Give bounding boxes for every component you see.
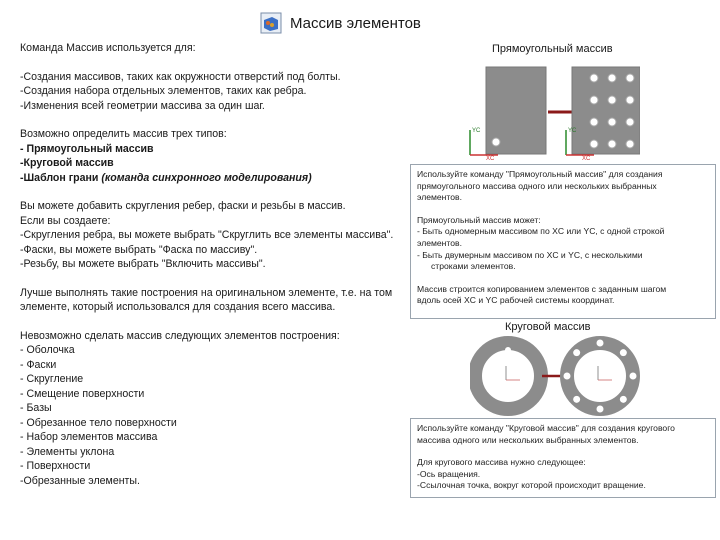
hole bbox=[590, 74, 598, 82]
svg-text:XC: XC bbox=[582, 156, 591, 162]
circ-caption: Круговой массив bbox=[505, 321, 591, 333]
page-title bbox=[260, 12, 421, 34]
restriction-item: -Обрезанные элементы. bbox=[20, 474, 140, 487]
box-line: Массив строится копированием элементов с заданным шагом bbox=[417, 283, 667, 294]
restriction-item: - Обрезанное тело поверхности bbox=[20, 416, 177, 429]
advice-line: элементе, который использовался для создания всего массива. bbox=[20, 301, 336, 313]
hole bbox=[626, 74, 634, 82]
use-item: -Изменения всей геометрии массива за один шаг. bbox=[20, 99, 265, 112]
intro: Команда Массив используется для: bbox=[20, 42, 196, 54]
box-line: Используйте команду "Круговой массив" для создания кругового bbox=[417, 423, 675, 433]
hole bbox=[626, 140, 634, 148]
ring-holes bbox=[564, 340, 637, 413]
hole bbox=[597, 340, 604, 347]
rect-pattern-illustration bbox=[460, 60, 640, 164]
box-line: -Ссылочная точка, вокруг которой происходит вращение. bbox=[417, 480, 646, 491]
box-line: элементов. bbox=[417, 237, 462, 248]
hole bbox=[620, 396, 627, 403]
hole bbox=[608, 96, 616, 104]
hole bbox=[608, 140, 616, 148]
feature-line: -Фаски, вы можете выбрать "Фаска по массиву". bbox=[20, 243, 258, 256]
box-line: прямоугольного массива одного или нескольких выбранных bbox=[417, 180, 657, 191]
type-rect: - Прямоугольный массив bbox=[20, 142, 154, 155]
restriction-item: - Набор элементов массива bbox=[20, 431, 158, 443]
circ-info-box bbox=[410, 418, 716, 498]
box-line: - Быть одномерным массивом по XC или YC, с одной строкой bbox=[417, 226, 665, 237]
box-line: элементов. bbox=[417, 192, 462, 203]
svg-text:YC: YC bbox=[568, 128, 577, 134]
rect-info-box bbox=[410, 164, 716, 319]
svg-text:XC: XC bbox=[486, 156, 495, 162]
type-face: -Шаблон грани bbox=[20, 171, 102, 184]
restriction-item: - Фаски bbox=[20, 358, 57, 371]
use-item: -Создания массивов, таких как окружности отверстий под болты. bbox=[20, 70, 341, 83]
types-heading: Возможно определить массив трех типов: bbox=[20, 128, 227, 140]
restriction-item: - Скругление bbox=[20, 373, 84, 385]
hole bbox=[573, 396, 580, 403]
hole bbox=[620, 349, 627, 356]
restriction-item: - Элементы уклона bbox=[20, 445, 115, 458]
title-text: Массив элементов bbox=[290, 14, 421, 32]
box-line: Для кругового массива нужно следующее: bbox=[417, 457, 586, 468]
hole bbox=[597, 406, 604, 413]
hole bbox=[492, 138, 500, 146]
feature-line: Если вы создаете: bbox=[20, 214, 111, 227]
box-line: массива одного или нескольких выбранных элементов. bbox=[417, 434, 639, 445]
box-line: -Ось вращения. bbox=[417, 468, 481, 479]
pattern-feature-icon bbox=[260, 12, 282, 34]
use-item: -Создания набора отдельных элементов, таких как ребра. bbox=[20, 85, 307, 97]
box-line: Используйте команду "Прямоугольный массив" для создания bbox=[417, 169, 663, 179]
box-line: строками элементов. bbox=[431, 261, 516, 272]
box-line: - Быть двумерным массивом по XC и YC, с несколькими bbox=[417, 249, 643, 260]
svg-text:YC: YC bbox=[472, 128, 481, 134]
restriction-item: - Базы bbox=[20, 402, 52, 414]
box-line: вдоль осей XC и YC рабочей системы координат. bbox=[417, 295, 615, 306]
restriction-item: - Оболочка bbox=[20, 344, 75, 356]
feature-line: -Скругления ребра, вы можете выбрать "Скруглить все элементы массива". bbox=[20, 229, 394, 241]
circ-pattern-illustration bbox=[470, 336, 650, 416]
advice-line: Лучше выполнять такие построения на оригинальном элементе, т.е. на том bbox=[20, 286, 393, 299]
box-line: Прямоугольный массив может: bbox=[417, 214, 541, 225]
hole bbox=[573, 349, 580, 356]
hole bbox=[626, 118, 634, 126]
restrictions-heading: Невозможно сделать массив следующих элементов построения: bbox=[20, 329, 340, 342]
feature-line: -Резьбу, вы можете выбрать "Включить массивы". bbox=[20, 258, 266, 270]
rect-caption: Прямоугольный массив bbox=[492, 43, 613, 55]
hole bbox=[590, 118, 598, 126]
restriction-item: - Смещение поверхности bbox=[20, 387, 145, 400]
type-face-note: (команда синхронного моделирования) bbox=[101, 171, 312, 184]
hole bbox=[608, 118, 616, 126]
hole bbox=[590, 96, 598, 104]
restriction-item: - Поверхности bbox=[20, 460, 91, 472]
hole bbox=[626, 96, 634, 104]
hole bbox=[564, 373, 571, 380]
main-text bbox=[20, 41, 393, 488]
hole bbox=[630, 373, 637, 380]
hole bbox=[608, 74, 616, 82]
feature-line: Вы можете добавить скругления ребер, фаски и резьбы в массив. bbox=[20, 200, 346, 212]
hole bbox=[590, 140, 598, 148]
type-circ: -Круговой массив bbox=[20, 157, 114, 169]
